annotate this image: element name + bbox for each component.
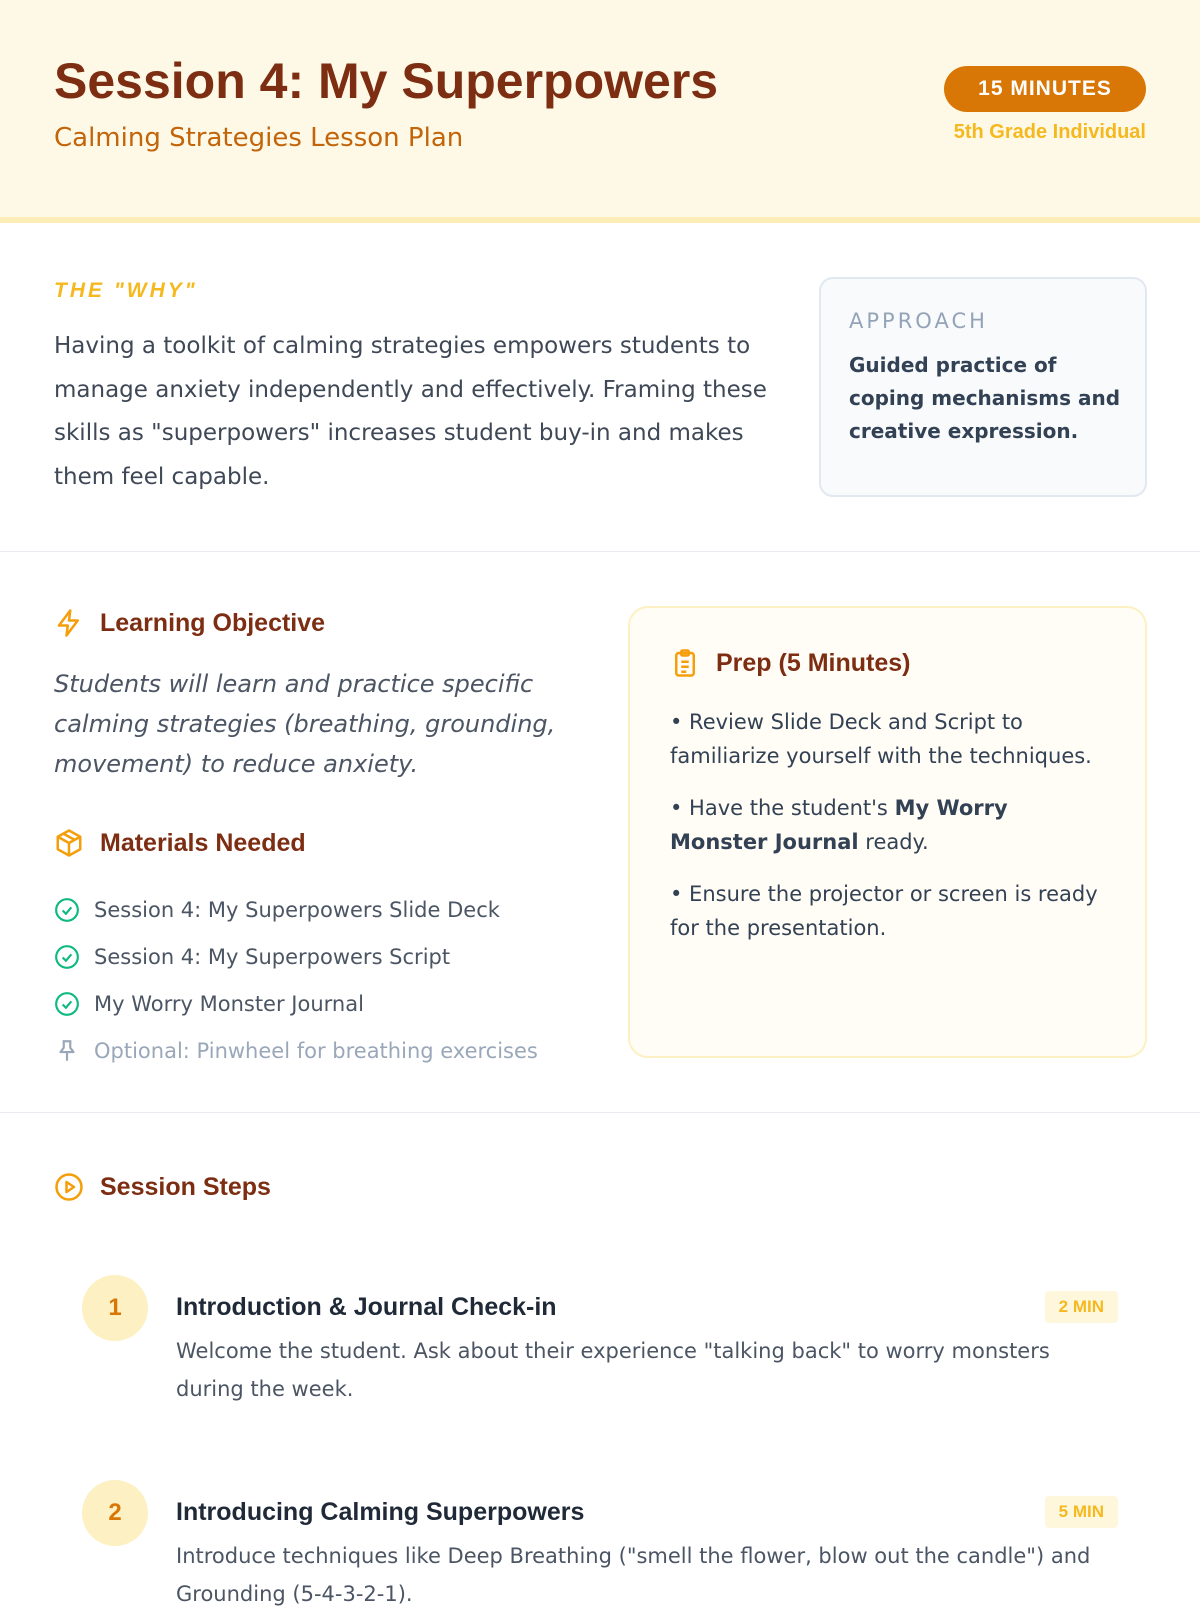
materials-list <box>54 886 538 1074</box>
page-subtitle: Calming Strategies Lesson Plan <box>54 123 464 153</box>
prep-bold: My Worry Monster Journal <box>670 796 1008 854</box>
prep-list <box>670 706 1110 964</box>
list-item <box>54 980 538 1027</box>
page-title: Session 4: My Superpowers <box>54 53 719 109</box>
prep-heading <box>670 648 910 678</box>
lightning-icon <box>54 608 84 638</box>
step-number: 2 <box>82 1480 148 1546</box>
material-label: Session 4: My Superpowers Slide Deck <box>94 897 500 922</box>
why-text: Having a toolkit of calming strategies empowers students to manage anxiety independently and effectively. Framing these skills as "superpowers" increases student buy-in and makes them feel capable. <box>54 333 767 490</box>
prep-card <box>628 606 1147 1058</box>
why-label: THE "WHY" <box>54 279 198 302</box>
section-divider <box>0 551 1200 552</box>
list-item <box>54 1027 538 1074</box>
steps-heading <box>54 1172 271 1202</box>
duration-badge: 15 MINUTES <box>944 66 1146 112</box>
objective-heading-label: Learning Objective <box>100 608 326 637</box>
check-circle-icon <box>54 944 80 970</box>
page-header <box>0 0 1200 223</box>
prep-heading-label: Prep (5 Minutes) <box>716 648 911 677</box>
material-label: Session 4: My Superpowers Script <box>94 944 451 969</box>
step-title: Introduction & Journal Check-in <box>176 1293 557 1321</box>
list-item <box>670 792 1110 859</box>
materials-heading <box>54 828 306 858</box>
steps-heading-label: Session Steps <box>100 1172 271 1201</box>
step-title: Introducing Calming Superpowers <box>176 1498 585 1526</box>
step-number: 1 <box>82 1275 148 1341</box>
step-duration-badge: 5 MIN <box>1045 1496 1118 1528</box>
approach-label: APPROACH <box>849 309 988 333</box>
prep-text: • Review Slide Deck and Script to familiarize yourself with the techniques. <box>670 710 1092 768</box>
list-item <box>54 933 538 980</box>
package-icon <box>54 828 84 858</box>
approach-text: Guided practice of coping mechanisms and creative expression. <box>849 353 1121 443</box>
material-label: My Worry Monster Journal <box>94 991 364 1016</box>
approach-card <box>819 277 1147 497</box>
pin-icon <box>54 1038 80 1064</box>
list-item <box>670 878 1110 945</box>
check-circle-icon <box>54 991 80 1017</box>
prep-text: ready. <box>858 829 929 854</box>
check-circle-icon <box>54 897 80 923</box>
objective-text: Students will learn and practice specific calming strategies (breathing, grounding, movement) to reduce anxiety. <box>54 670 556 778</box>
prep-text: • Have the student's <box>670 796 895 820</box>
section-divider <box>0 1112 1200 1113</box>
material-label: Optional: Pinwheel for breathing exercises <box>94 1038 538 1063</box>
list-item <box>54 886 538 933</box>
list-item <box>670 706 1110 773</box>
materials-heading-label: Materials Needed <box>100 828 306 857</box>
step-description: Welcome the student. Ask about their experience "talking back" to worry monsters during the week. <box>176 1339 1050 1401</box>
clipboard-icon <box>670 648 700 678</box>
step-description: Introduce techniques like Deep Breathing ("smell the flower, blow out the candle") and Grounding (5-4-3-2-1). <box>176 1544 1091 1606</box>
prep-text: • Ensure the projector or screen is ready for the presentation. <box>670 882 1098 940</box>
play-circle-icon <box>54 1172 84 1202</box>
grade-label: 5th Grade Individual <box>953 121 1146 143</box>
step-duration-badge: 2 MIN <box>1045 1291 1118 1323</box>
objective-heading <box>54 608 325 638</box>
